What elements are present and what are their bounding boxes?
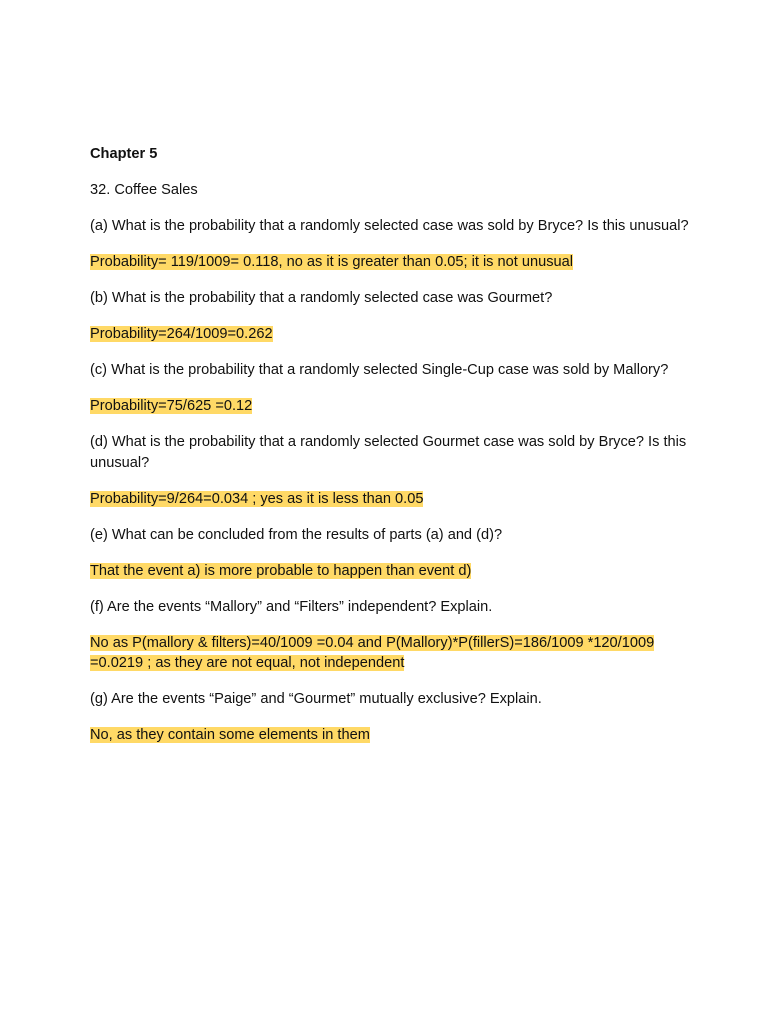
answer-f-highlight: No as P(mallory & filters)=40/1009 =0.04 and P(Mallory)*P(fillerS)=186/1009 *120/1009 =0.0219 ; as they are not equal, not independent xyxy=(90,634,655,671)
answer-a-highlight: Probability= 119/1009= 0.118, no as it is greater than 0.05; it is not unusual xyxy=(90,254,573,270)
chapter-title: Chapter 5 xyxy=(90,146,158,162)
answer-f xyxy=(90,633,690,674)
question-b: (b) What is the probability that a randomly selected case was Gourmet? xyxy=(90,290,553,306)
answer-e xyxy=(90,561,690,582)
question-c: (c) What is the probability that a randomly selected Single-Cup case was sold by Mallory? xyxy=(90,362,669,378)
question-a: (a) What is the probability that a randomly selected case was sold by Bryce? Is this unusual? xyxy=(90,218,689,234)
answer-d xyxy=(90,489,690,510)
problem-title: 32. Coffee Sales xyxy=(90,182,198,198)
answer-b xyxy=(90,324,690,345)
question-g: (g) Are the events “Paige” and “Gourmet” mutually exclusive? Explain. xyxy=(90,691,542,707)
question-d: (d) What is the probability that a randomly selected Gourmet case was sold by Bryce? Is this unusual? xyxy=(90,434,687,471)
answer-d-highlight: Probability=9/264=0.034 ; yes as it is less than 0.05 xyxy=(90,490,424,507)
question-f: (f) Are the events “Mallory” and “Filters” independent? Explain. xyxy=(90,598,493,615)
answer-a xyxy=(90,252,690,273)
question-e: (e) What can be concluded from the results of parts (a) and (d)? xyxy=(90,526,503,543)
document-page xyxy=(90,144,690,761)
answer-c-highlight: Probability=75/625 =0.12 xyxy=(90,398,253,414)
answer-g xyxy=(90,725,690,746)
answer-c xyxy=(90,396,690,417)
answer-b-highlight: Probability=264/1009=0.262 xyxy=(90,326,273,342)
answer-g-highlight: No, as they contain some elements in them xyxy=(90,727,370,743)
answer-e-highlight: That the event a) is more probable to happen than event d) xyxy=(90,562,472,579)
